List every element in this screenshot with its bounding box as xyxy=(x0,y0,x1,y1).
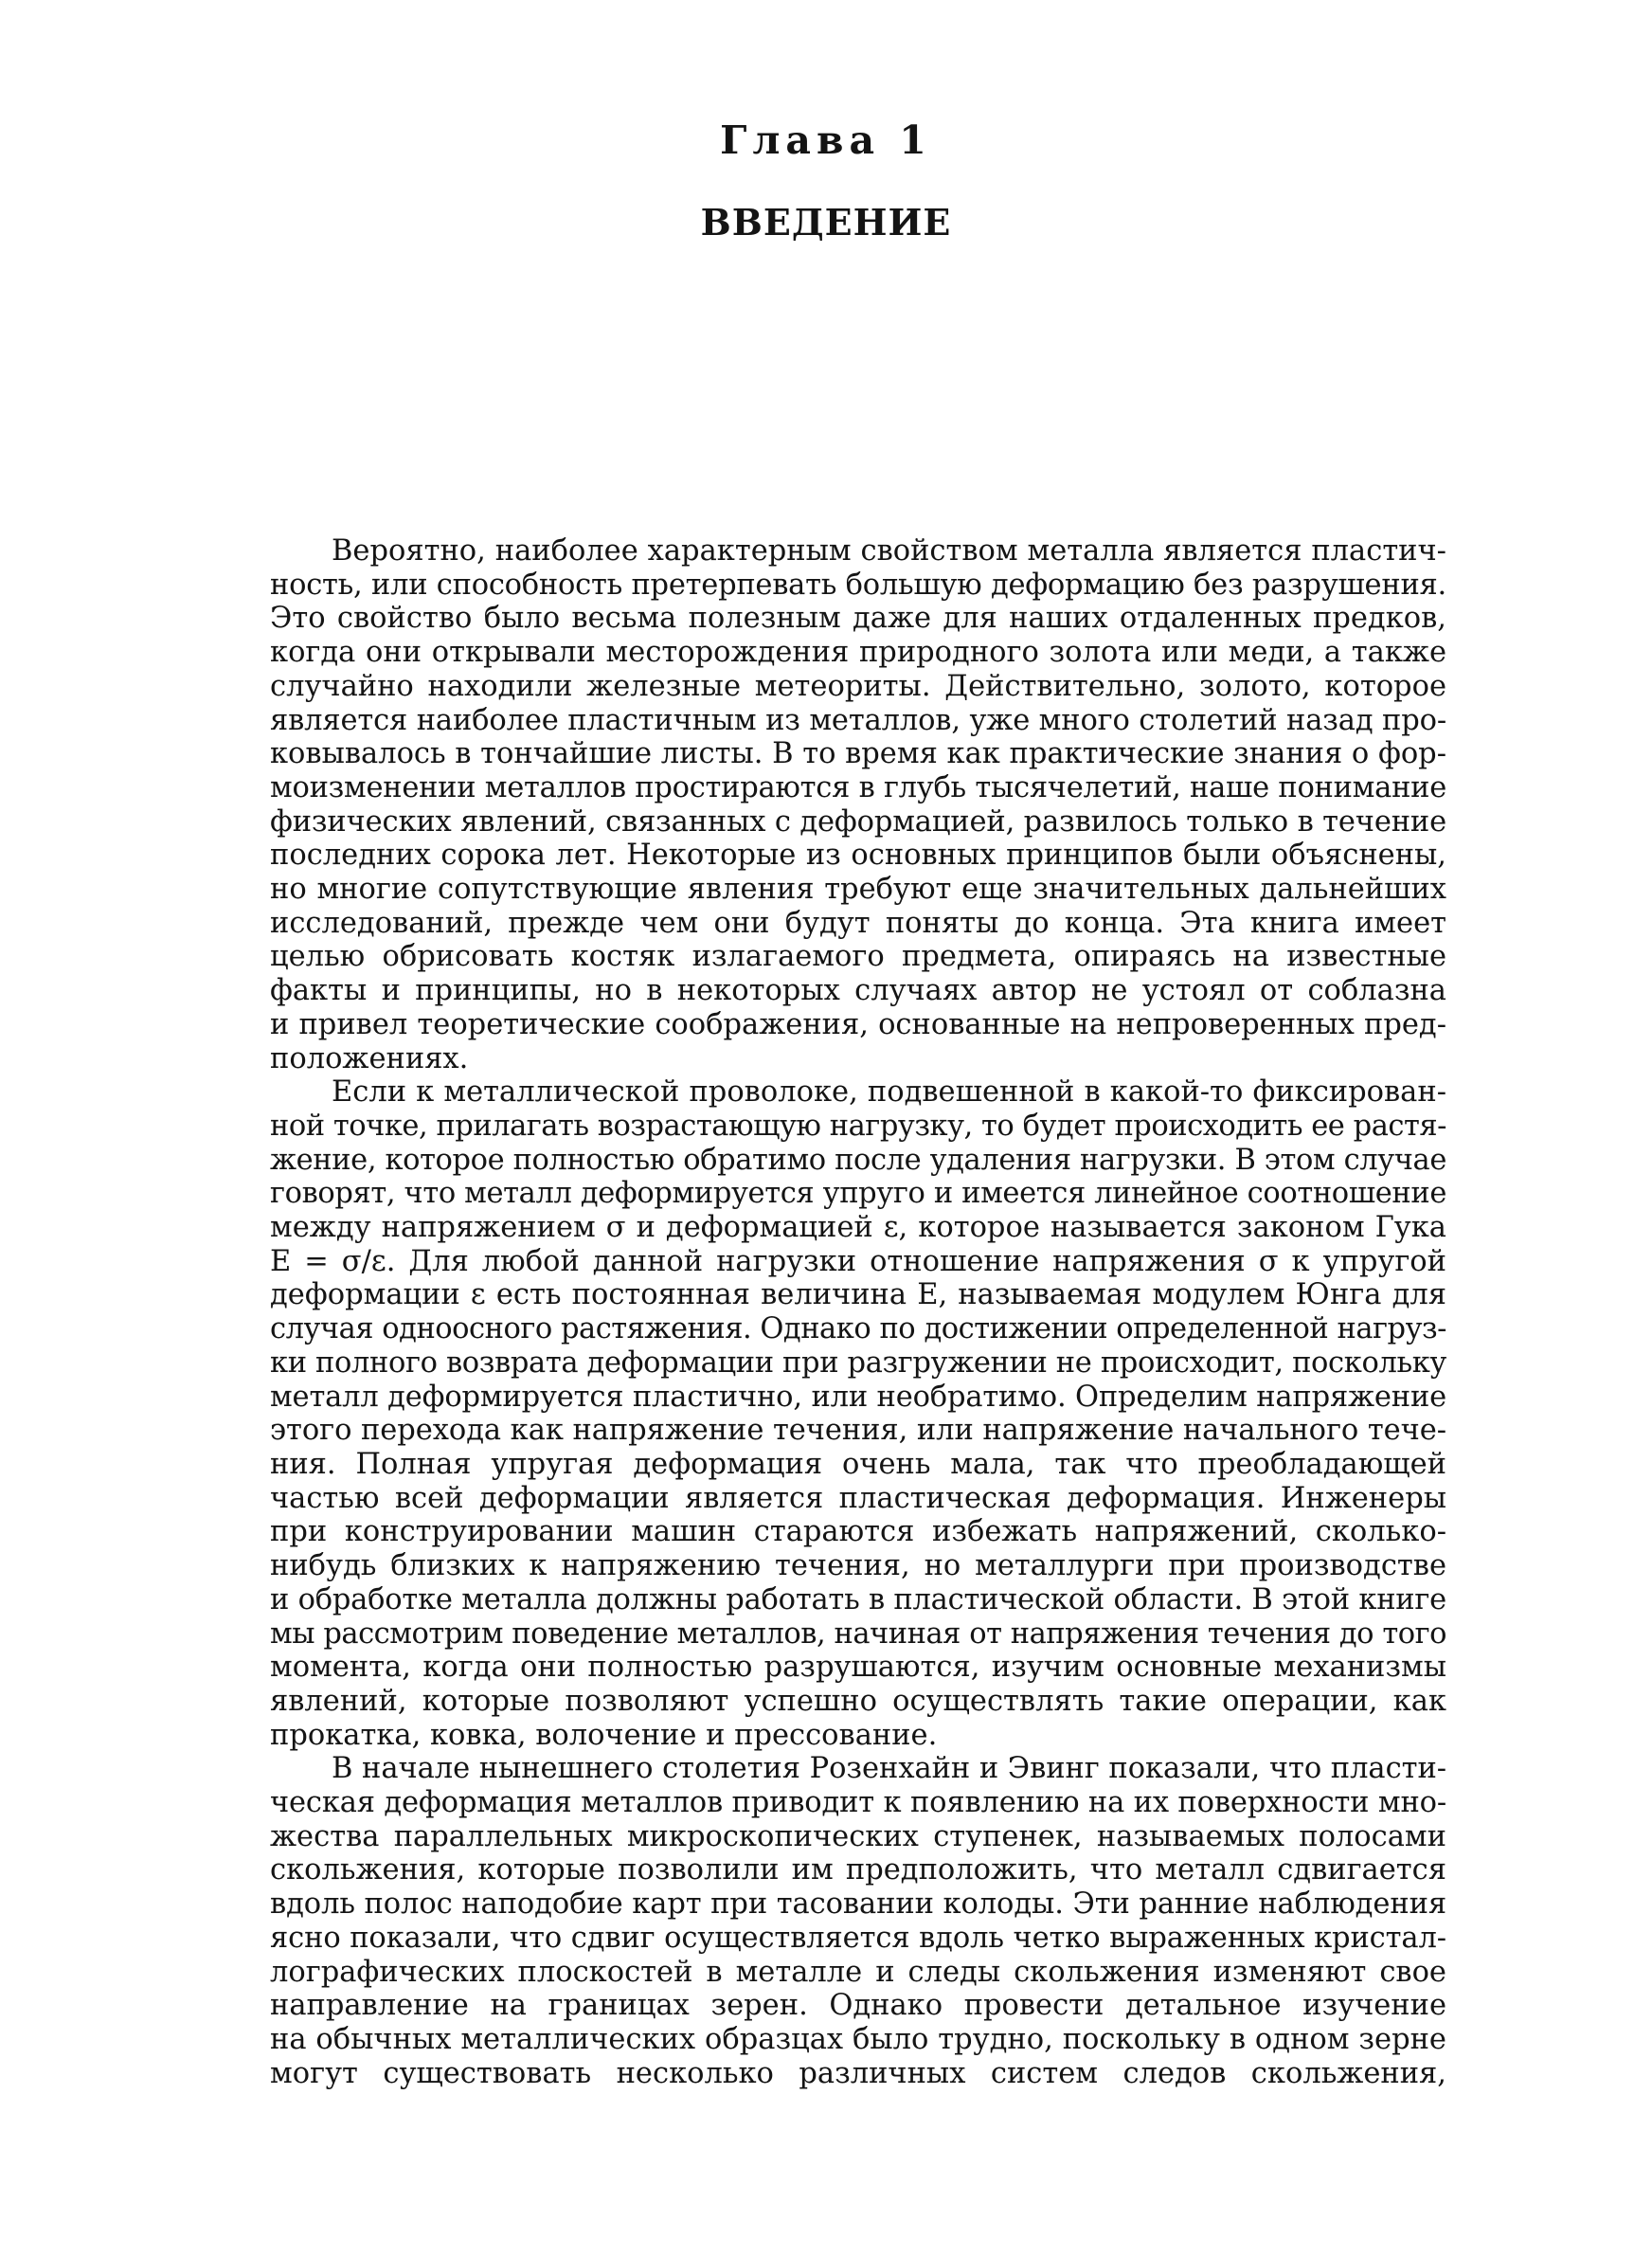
text-line: является наиболее пластичным из металлов, уже много столетий назад про- xyxy=(270,703,1446,737)
text-line: говорят, что металл деформируется упруго и имеется линейное соотношение xyxy=(270,1177,1446,1211)
text-line: между напряжением σ и деформацией ε, которое называется законом Гука xyxy=(270,1211,1446,1245)
text-line: и обработке металла должны работать в пластической области. В этой книге xyxy=(270,1582,1446,1616)
text-line: случайно находили железные метеориты. Действительно, золото, которое xyxy=(270,669,1446,703)
text-line: ческая деформация металлов приводит к появлению на их поверхности мно- xyxy=(270,1786,1446,1820)
text-line: жение, которое полностью обратимо после удаления нагрузки. В этом случае xyxy=(270,1143,1446,1177)
text-line: направление на границах зерен. Однако провести детальное изучение xyxy=(270,1989,1446,2023)
text-line: частью всей деформации является пластическая деформация. Инженеры xyxy=(270,1481,1446,1515)
text-line: этого перехода как напряжение течения, или напряжение начального тече- xyxy=(270,1414,1446,1448)
text-line: E = σ/ε. Для любой данной нагрузки отношение напряжения σ к упругой xyxy=(270,1244,1446,1278)
paragraph-1 xyxy=(270,534,1446,1075)
text-line: ность, или способность претерпевать большую деформацию без разрушения. xyxy=(270,568,1446,602)
text-line: на обычных металлических образцах было трудно, поскольку в одном зерне xyxy=(270,2022,1446,2056)
text-line: факты и принципы, но в некоторых случаях автор не устоял от соблазна xyxy=(270,974,1446,1008)
text-line: Вероятно, наиболее характерным свойством металла является пластич- xyxy=(332,534,1446,568)
text-line: исследований, прежде чем они будут поняты до конца. Эта книга имеет xyxy=(270,906,1446,940)
text-line: ной точке, прилагать возрастающую нагрузку, то будет происходить ее растя- xyxy=(270,1109,1446,1143)
text-line: В начале нынешнего столетия Розенхайн и Эвинг показали, что пласти- xyxy=(332,1752,1446,1786)
text-line: и привел теоретические соображения, основанные на непроверенных пред- xyxy=(270,1007,1446,1041)
text-line: но многие сопутствующие явления требуют еще значительных дальнейших xyxy=(270,873,1446,907)
text-line: случая одноосного растяжения. Однако по достижении определенной нагруз- xyxy=(270,1312,1446,1346)
text-line: явлений, которые позволяют успешно осуществлять такие операции, как xyxy=(270,1684,1446,1718)
text-line: Если к металлической проволоке, подвешенной в какой-то фиксирован- xyxy=(332,1075,1446,1110)
text-line: физических явлений, связанных с деформацией, развилось только в течение xyxy=(270,804,1446,839)
text-line: деформации ε есть постоянная величина E, называемая модулем Юнга для xyxy=(270,1278,1446,1312)
text-line: ки полного возврата деформации при разгружении не происходит, поскольку xyxy=(270,1345,1446,1380)
text-line: мы рассмотрим поведение металлов, начиная от напряжения течения до того xyxy=(270,1616,1446,1651)
text-line: Это свойство было весьма полезным даже для наших отдаленных предков, xyxy=(270,602,1446,636)
text-line: при конструировании машин стараются избежать напряжений, сколько- xyxy=(270,1515,1446,1549)
text-line: лографических плоскостей в металле и следы скольжения изменяют свое xyxy=(270,1955,1446,1989)
text-line: жества параллельных микроскопических ступенек, называемых полосами xyxy=(270,1819,1446,1853)
text-line: положениях. xyxy=(270,1041,469,1075)
text-line: последних сорока лет. Некоторые из основных принципов были объяснены, xyxy=(270,839,1446,873)
text-line: моизменении металлов простираются в глубь тысячелетий, наше понимание xyxy=(270,770,1446,804)
text-line: прокатка, ковка, волочение и прессование. xyxy=(270,1718,938,1752)
text-line: ния. Полная упругая деформация очень мала, так что преобладающей xyxy=(270,1447,1446,1481)
text-line: скольжения, которые позволили им предположить, что металл сдвигается xyxy=(270,1853,1446,1887)
text-line: металл деформируется пластично, или необратимо. Определим напряжение xyxy=(270,1380,1446,1414)
text-line: вдоль полос наподобие карт при тасовании колоды. Эти ранние наблюдения xyxy=(270,1887,1446,1922)
text-line: нибудь близких к напряжению течения, но металлурги при производстве xyxy=(270,1549,1446,1583)
paragraph-3 xyxy=(270,1752,1446,2090)
text-line: ясно показали, что сдвиг осуществляется вдоль четко выраженных кристал- xyxy=(270,1921,1446,1955)
paragraph-2 xyxy=(270,1075,1446,1752)
text-line: когда они открывали месторождения природного золота или меди, а также xyxy=(270,636,1446,670)
body-text xyxy=(270,534,1446,2090)
text-line: ковывалось в тончайшие листы. В то время как практические знания о фор- xyxy=(270,737,1446,771)
text-line: могут существовать несколько различных систем следов скольжения, xyxy=(270,2056,1446,2090)
text-line: момента, когда они полностью разрушаются, изучим основные механизмы xyxy=(270,1651,1446,1685)
text-line: целью обрисовать костяк излагаемого предмета, опираясь на известные xyxy=(270,940,1446,974)
chapter-title: ВВЕДЕНИЕ xyxy=(700,201,952,244)
chapter-label: Глава 1 xyxy=(720,117,932,163)
